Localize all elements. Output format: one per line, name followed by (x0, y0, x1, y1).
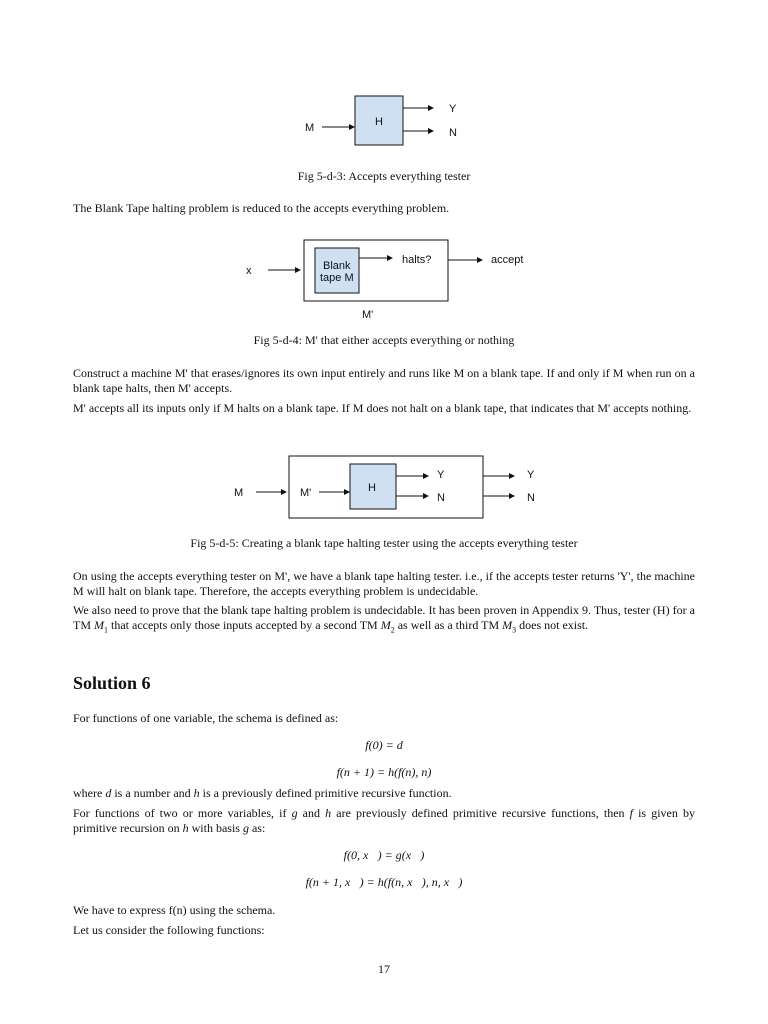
paragraph-9: We have to express f(n) using the schema. (73, 903, 276, 917)
equation-4: f(n + 1, x⃗) = h(f(n, x⃗), n, x⃗) (305, 875, 463, 889)
para5-text-2: that accepts only those inputs accepted by a second TM (108, 618, 381, 632)
diagram-fig5 (0, 452, 768, 522)
para5-sub1: 1 (104, 625, 108, 635)
diagram-fig4 (0, 232, 768, 324)
paragraph-2: Construct a machine M' that erases/ignores its own input entirely and runs like M on a blank tape. If and only if M when run on a blank tape halts, then M' accepts. (73, 366, 695, 395)
figure-blank-tape-tester (0, 452, 768, 522)
figure-accepts-everything-tester (0, 88, 768, 148)
para7-text-2: is a number and (111, 786, 194, 800)
fig5-h-label: H (368, 482, 376, 494)
para7-d: d (105, 786, 112, 800)
para5-m3: M (502, 618, 513, 632)
para5-sub2: 2 (390, 625, 395, 635)
fig5-inner-no-label: N (437, 492, 445, 504)
para7-h: h (193, 786, 200, 800)
para8-f: f (629, 806, 633, 820)
section-heading: Solution 6 (73, 673, 151, 693)
fig3-h-label: H (375, 116, 383, 128)
fig4-accept-label: accept (491, 254, 524, 266)
fig3-input-label: M (305, 122, 315, 134)
equation-2: f(n + 1) = h(f(n), n) (336, 765, 432, 779)
para8-text-2: and (297, 806, 326, 820)
para5-text-1: We also need to prove that the blank tape halting problem is undecidable. It has been proven in Appendix 9. Thus, tester (H) for a TM (73, 603, 695, 632)
para8-h: h (325, 806, 332, 820)
fig3-caption: Fig 5-d-3: Accepts everything tester (297, 169, 471, 183)
para7-text-3: is a previously defined primitive recursive function. (199, 786, 452, 800)
para8-text-5: with basis (188, 821, 243, 835)
para5-text-3: as well as a third TM (394, 618, 503, 632)
fig4-inner-line2: tape M (320, 272, 354, 284)
para8-text-1: For functions of two or more variables, if (73, 806, 292, 820)
fig4-input-label: x (246, 265, 252, 277)
fig5-caption: Fig 5-d-5: Creating a blank tape halting tester using the accepts everything tester (190, 536, 578, 550)
fig5-inner-label: M' (300, 487, 312, 499)
equation-1: f(0) = d (365, 738, 403, 752)
fig4-halts-label: halts? (402, 254, 432, 266)
equation-3: f(0, x⃗) = g(x⃗) (343, 848, 425, 862)
paragraph-10: Let us consider the following functions: (73, 923, 265, 937)
para7-text-1: where (73, 786, 106, 800)
para8-g2: g (242, 821, 249, 835)
paragraph-5 (73, 603, 695, 637)
para5-m2: M (380, 618, 391, 632)
fig5-outer-yes-label: Y (527, 469, 535, 481)
para5-m1: M (94, 618, 104, 632)
paragraph-3: M' accepts all its inputs only if M halts on a blank tape. If M does not halt on a blank tape, that indicates that M' accepts nothing. (73, 401, 692, 415)
fig4-caption: Fig 5-d-4: M' that either accepts everything or nothing (253, 333, 515, 347)
fig5-input-label: M (234, 487, 244, 499)
para8-h2: h (182, 821, 189, 835)
figure-m-prime-accepts (0, 232, 768, 324)
fig4-machine-label: M' (362, 309, 374, 321)
fig3-no-label: N (449, 127, 457, 139)
para8-text-3: are previously defined primitive recursive functions, then (331, 806, 630, 820)
fig3-yes-label: Y (449, 103, 457, 115)
para8-text-6: as: (248, 821, 266, 835)
para5-sub3: 3 (512, 625, 517, 635)
paragraph-1: The Blank Tape halting problem is reduced to the accepts everything problem. (73, 201, 450, 215)
para5-text-4: does not exist. (516, 618, 589, 632)
page-number: 17 (378, 962, 390, 976)
paragraph-7 (73, 786, 695, 801)
paragraph-4: On using the accepts everything tester on M', we have a blank tape halting tester. i.e., if the accepts tester returns 'Y', the machine M will halt on blank tape. Therefore, the accepts everything problem is undecidable. (73, 569, 695, 598)
fig5-outer-no-label: N (527, 492, 535, 504)
para8-text-4: is given by primitive recursion on (73, 806, 695, 835)
diagram-fig3 (0, 88, 768, 148)
fig5-inner-yes-label: Y (437, 469, 445, 481)
paragraph-8 (73, 806, 695, 836)
paragraph-6: For functions of one variable, the schema is defined as: (73, 711, 339, 725)
para8-g: g (291, 806, 298, 820)
fig4-inner-line1: Blank (323, 260, 351, 272)
